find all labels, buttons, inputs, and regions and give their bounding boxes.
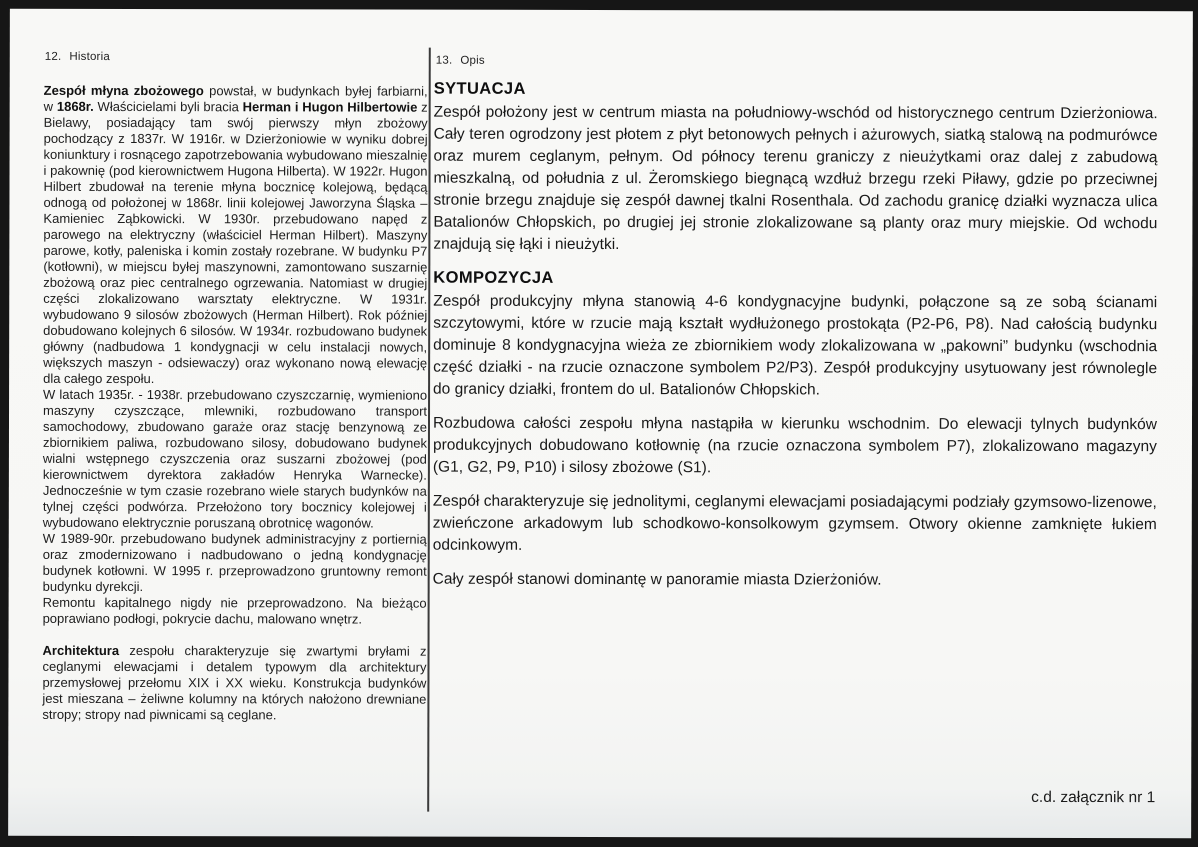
- left-column-paragraphs: [42, 83, 427, 724]
- field-label: Opis: [460, 54, 485, 67]
- section-heading: KOMPOZYCJA: [433, 268, 554, 287]
- paragraph: Zespół położony jest w centrum miasta na południowy-wschód od historycznego centrum Dzierżoniowa. Cały teren ogrodzony jest płotem z płyt betonowych pełnych i ażurowych, siatką stalową na podmurówce oraz murem ceglanym, pełnym. Od północy terenu graniczy z nieużytkami oraz dalej z zabudową mieszkalną, od południa z ul. Żeromskiego biegnącą wzdłuż brzegu rzeki Piławy, gdzie po przeciwnej stronie brzegu znajduje się zespół dawnej tkalni Rosenthala. Od zachodu granicę działki wyznacza ulica Batalionów Chłopskich, po drugiej jej stronie zlokalizowane są planty oraz mury miejskie. Od wchodu znajdują się łąki i nieużytki.: [433, 103, 1158, 254]
- field-number: 13.: [435, 54, 453, 67]
- field-number: 12.: [44, 50, 62, 63]
- paragraph: W latach 1935r. - 1938r. przebudowano czyszczarnię, wymieniono maszyny czyszczące, mlewniki, rozbudowano transport samochodowy, zbudowano garaże oraz stację benzynową ze zbiornikiem paliwa, rozbudowano silosy, dobudowano budynek wialni wstępnego czyszczenia oraz suszarni zbożowej (pod kierownictwem dyrektora zakładów Henryka Warnecke). Jednocześnie w tym czasie rozebrano wiele starych budynków na tylnej części podwórza. Przełożono tory bocznicy kolejowej i wybudowano elektrycznie poruszaną obrotnicę wagonów.: [42, 386, 428, 531]
- paragraph: W 1989-90r. przebudowano budynek administracyjny z portiernią oraz zmodernizowano i nadbudowano o jedną kondygnację budynek kotłowni. W 1995 r. przeprowadzono gruntowny remont budynku dyrekcji.: [42, 530, 427, 595]
- paragraph: Remontu kapitalnego nigdy nie przeprowadzono. Na bieżąco poprawiano podłogi, pokrycie dachu, malowano wnętrz.: [42, 594, 427, 627]
- paragraph: Rozbudowa całości zespołu młyna nastąpiła w kierunku wschodnim. Do elewacji tylnych budynków produkcyjnych dobudowano kotłownię (na rzucie oznaczona symbolem P7), zlokalizowano magazyny (G1, G2, P9, P10) i silosy zbożowe (S1).: [432, 414, 1158, 477]
- section-heading: SYTUACJA: [433, 79, 526, 98]
- field-label: Historia: [69, 50, 110, 63]
- paragraph: Zespół charakteryzuje się jednolitymi, ceglanymi elewacjami posiadającymi podziały gzymsowo-lizenowe, zwieńczone arkadowym lub schodkowo-konsolkowym gzymsem. Otwory okienne zamknięte łukiem odcinkowym.: [432, 492, 1157, 554]
- paragraph: Cały zespół stanowi dominantę w panoramie miasta Dzierżoniów.: [432, 570, 882, 589]
- paragraph: Zespół produkcyjny młyna stanowią 4-6 kondygnacyjne budynki, połączone są ze sobą ścianami szczytowymi, które w rzucie mają kształt wydłużonego prostokąta (P2-P6, P8). Nad całością budynku dominuje 8 kondygnacyjna wieża ze zbiornikiem wody zlokalizowana w „pakowni” budynku (wschodnia część działki - na rzucie oznaczone symbolem P2/P3). Zespół produkcyjny usytuowany jest równolegle do granicy działki, frontem do ul. Batalionów Chłopskich.: [433, 292, 1158, 399]
- field-header-opis: [436, 55, 485, 67]
- field-header-historia: [45, 51, 110, 63]
- paragraph: Zespół młyna zbożowego powstał, w budynkach byłej farbiarni, w 1868r. Właścicielami byli bracia Herman i Hugon Hilbertowie z Bielawy, posiadający tam swój pierwszy młyn zbożowy pochodzący z 1837r. W 1916r. w Dzierżoniowie w wyniku dobrej koniunktury i rosnącego zapotrzebowania wybudowano mieszalnię i pakownię (pod kierownictwem Hugona Hilberta). W 1922r. Hugon Hilbert zbudował na terenie młyna bocznicę kolejową, będącą odnogą od położonej w 1868r. linii kolejowej Jaworzyna Śląska – Kamieniec Ząbkowicki. W 1930r. przebudowano napęd z parowego na elektryczny (właściciel Herman Hilbert). Maszyny parowe, kotły, paleniska i komin zostały rozebrane. W budynku P7 (kotłowni), w miejscu byłej maszynowni, zamontowano suszarnię zbożową oraz piec centralnego ogrzewania. Natomiast w drugiej części zlokalizowano warsztaty elektryczne. W 1931r. wybudowano 9 silosów zbożowych (Herman Hilbert). Rok później dobudowano kolejnych 6 silosów. W 1934r. rozbudowano budynek główny (nadbudowa 1 kondygnacji w celu instalacji nowych, większych maszyn - odsiewaczy) oraz wykonano nową elewację dla całego zespołu.: [43, 82, 428, 387]
- column-divider-line: [427, 48, 431, 812]
- right-column-sections: [433, 79, 1158, 605]
- document-page: [8, 9, 1193, 838]
- paragraph: Architektura zespołu charakteryzuje się zwartymi bryłami z ceglanymi elewacjami i detalem typowym dla architektury przemysłowej przełomu XIX i XX wieku. Konstrukcja budynków jest mieszana – żeliwne kolumny na których nałożono drewniane stropy; stropy nad piwnicami są ceglane.: [42, 642, 427, 723]
- continuation-note: c.d. załącznik nr 1: [1031, 788, 1156, 807]
